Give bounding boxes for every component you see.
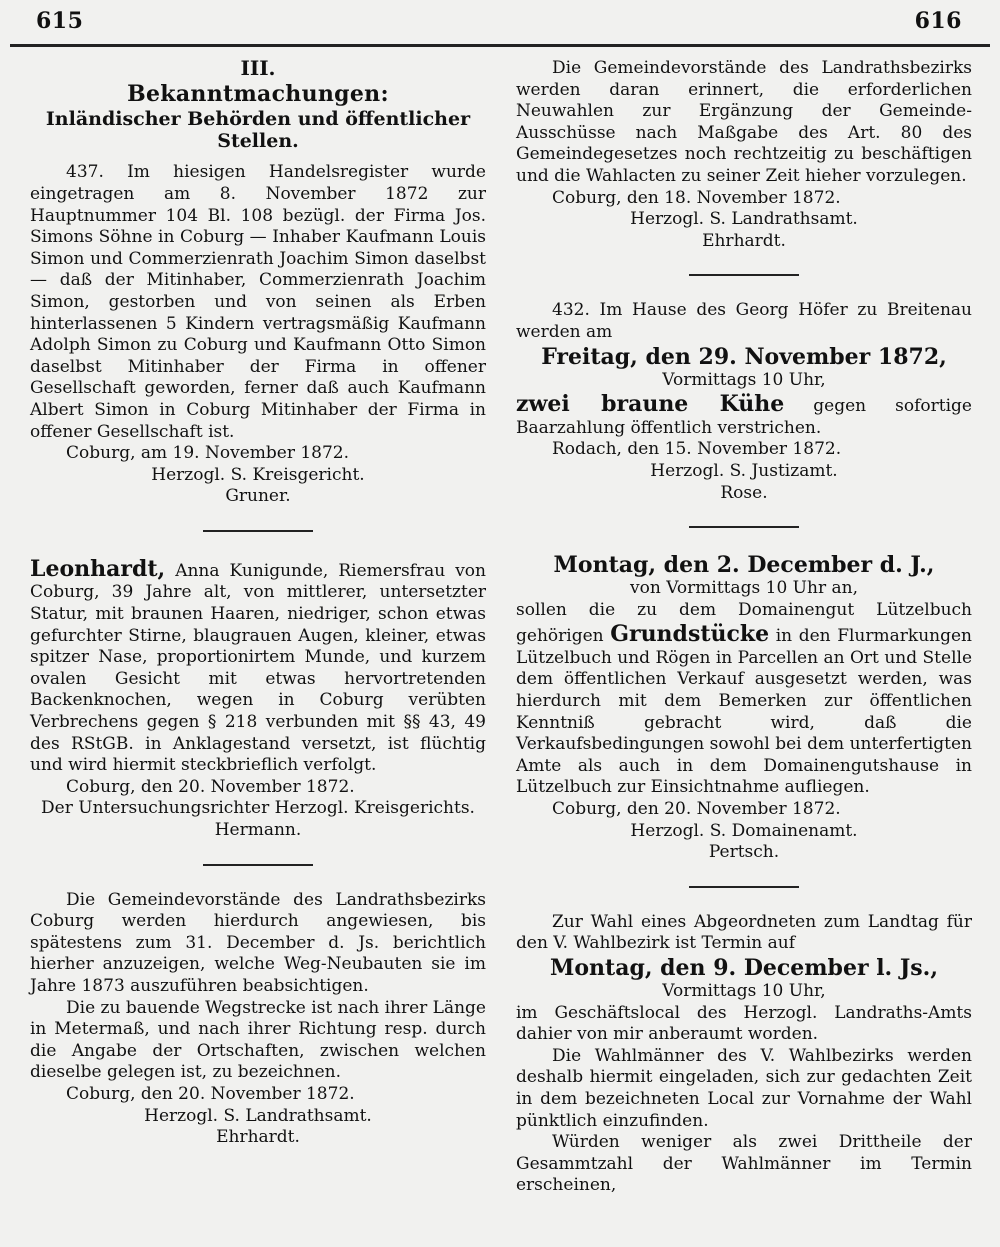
roads-notice <box>30 890 486 1149</box>
deputy-time: Vormittags 10 Uhr, <box>662 981 826 1001</box>
notice-432-date: Freitag, den 29. November 1872, <box>541 343 947 370</box>
warrant-name: Leonhardt, <box>30 555 166 582</box>
warrant-place: Coburg, den 20. November 1872. <box>66 776 355 797</box>
notice-432-authority: Herzogl. S. Justizamt. <box>650 460 838 481</box>
land-sale-signer: Pertsch. <box>708 842 780 863</box>
notice-432-intro: 432. Im Hause des Georg Höfer zu Breitenau werden am <box>516 300 972 342</box>
divider <box>689 274 799 276</box>
land-sale-text-a: sollen die zu dem Domainengut Lützelbuch gehörigen <box>516 599 972 647</box>
land-sale-item: Grundstücke <box>610 621 770 648</box>
land-sale-text-b: in den Flurmarkungen Lützelbuch und Rögen in Parcellen an Ort und Stelle dem öffentlichen Verkauf ausgesetzt werden, was hierdurch mit dem Bemerken zur öffentlichen Kenntniß gebracht wird, daß die Verkaufsbedingungen sowohl bei dem unterfertigten Amte als auch in dem Domainengutshause in Lützelbuch zur Einsichtnahme aufliegen. <box>516 626 972 798</box>
page-number-left: 615 <box>36 8 84 34</box>
deputy-text-2: Die Wahlmänner des V. Wahlbezirks werden deshalb hiermit eingeladen, sich zur gedachten Zeit in dem bezeichneten Local zur Vornahme der Wahl pünktlich einzufinden. <box>516 1045 972 1131</box>
section-number: III. <box>240 56 276 80</box>
deputy-intro: Zur Wahl eines Abgeordneten zum Landtag für den V. Wahlbezirk ist Termin auf <box>516 911 972 954</box>
elections-notice <box>516 58 972 252</box>
divider <box>689 526 799 528</box>
elections-text: Die Gemeindevorstände des Landrathsbezirks werden daran erinnert, die erforderlichen Neuwahlen zur Ergänzung der Gemeinde-Ausschüsse nach Maßgabe des Art. 80 des Gemeindegesetzes noch rechtzeitig zu beschäftigen und die Wahlacten zu seiner Zeit hieher vorzulegen. <box>516 58 972 186</box>
elections-place: Coburg, den 18. November 1872. <box>552 187 841 208</box>
section-subheading: Inländischer Behörden und öffentlicher Stellen. <box>45 108 471 152</box>
elections-authority: Herzogl. S. Landrathsamt. <box>630 209 858 230</box>
land-sale-date: Montag, den 2. December d. J., <box>553 552 935 579</box>
notice-437 <box>30 162 486 508</box>
roads-text-2: Die zu bauende Wegstrecke ist nach ihrer Länge in Metermaß, und nach ihrer Richtung resp. durch die Angabe der Ortschaften, zwischen welchen dieselbe gelegen ist, zu bezeichnen. <box>30 997 486 1083</box>
roads-signer: Ehrhardt. <box>216 1127 300 1148</box>
roads-text-1: Die Gemeindevorstände des Landrathsbezirks Coburg werden hierdurch angewiesen, bis spätestens zum 31. December d. Js. berichtlich hierher anzuzeigen, welche Weg-Neubauten sie im Jahre 1873 auszuführen beabsichtigen. <box>30 889 486 996</box>
notice-437-place: Coburg, am 19. November 1872. <box>66 443 350 464</box>
right-column <box>516 58 972 1197</box>
land-sale-place: Coburg, den 20. November 1872. <box>552 799 841 820</box>
land-sale-authority: Herzogl. S. Domainenamt. <box>630 820 858 841</box>
divider <box>203 530 313 532</box>
notice-432-item: zwei braune Kühe <box>516 391 785 418</box>
notice-437-text: 437. Im hiesigen Handelsregister wurde eingetragen am 8. November 1872 zur Hauptnummer 104 Bl. 108 bezügl. der Firma Jos. Simons Söhne in Coburg — Inhaber Kaufmann Louis Simon und Commerzienrath Joachim Simon daselbst — daß der Mitinhaber, Commerzienrath Joachim Simon, gestorben und von seinen als Erben hinterlassenen 5 Kindern vertragsmäßig Kaufmann Adolph Simon zu Coburg und Kaufmann Otto Simon daselbst Mitinhaber der Firma in offener Gesellschaft geworden, ferner daß auch Kaufmann Albert Simon in Coburg Mitinhaber der Firma in offener Gesellschaft ist. <box>30 162 486 442</box>
deputy-date: Montag, den 9. December l. Js., <box>550 955 938 981</box>
warrant-notice <box>30 556 486 842</box>
warrant-signer: Hermann. <box>214 820 302 840</box>
land-sale-time: von Vormittags 10 Uhr an, <box>630 578 858 599</box>
deputy-election-notice <box>516 912 972 1197</box>
section-heading: Bekanntmachungen: <box>127 80 389 107</box>
notice-437-authority: Herzogl. S. Kreisgericht. <box>151 464 365 485</box>
divider <box>203 864 313 866</box>
land-sale-notice <box>516 552 972 864</box>
elections-signer: Ehrhardt. <box>702 230 786 251</box>
deputy-text-3: Würden weniger als zwei Drittheile der Gesammtzahl der Wahlmänner im Termin erscheinen, <box>516 1132 972 1196</box>
warrant-text: Anna Kunigunde, Riemersfrau von Coburg, 39 Jahre alt, von mittlerer, untersetzter Statur, mit braunen Haaren, niedriger, schon etwas gefurchter Stirne, blaugrauen Augen, kleiner, etwas spitzer Nase, proportionirtem Munde, und kurzem ovalen Gesicht mit etwas hervortretenden Backenknochen, wegen in Coburg verübten Verbrechens gegen § 218 verbunden mit §§ 43, 49 des RStGB. in Anklagestand versetzt, ist flüchtig und wird hiermit steckbrieflich verfolgt. <box>30 560 486 776</box>
notice-432-signer: Rose. <box>720 482 768 503</box>
notice-432 <box>516 300 972 504</box>
roads-authority: Herzogl. S. Landrathsamt. <box>144 1105 372 1126</box>
page-number-right: 616 <box>914 8 962 34</box>
divider <box>689 886 799 888</box>
notice-432-time: Vormittags 10 Uhr, <box>662 369 826 390</box>
notice-437-signer: Gruner. <box>225 486 291 507</box>
notice-432-item-text: gegen sofortige Baarzahlung öffentlich verstrichen. <box>516 396 972 438</box>
notice-432-place: Rodach, den 15. November 1872. <box>552 439 842 460</box>
roads-place: Coburg, den 20. November 1872. <box>66 1083 355 1104</box>
warrant-authority: Der Untersuchungsrichter Herzogl. Kreisgerichts. <box>41 798 475 819</box>
left-column <box>30 58 486 1149</box>
header-rule <box>10 44 990 47</box>
deputy-text-1: im Geschäftslocal des Herzogl. Landraths-Amts dahier von mir anberaumt worden. <box>516 1002 972 1045</box>
